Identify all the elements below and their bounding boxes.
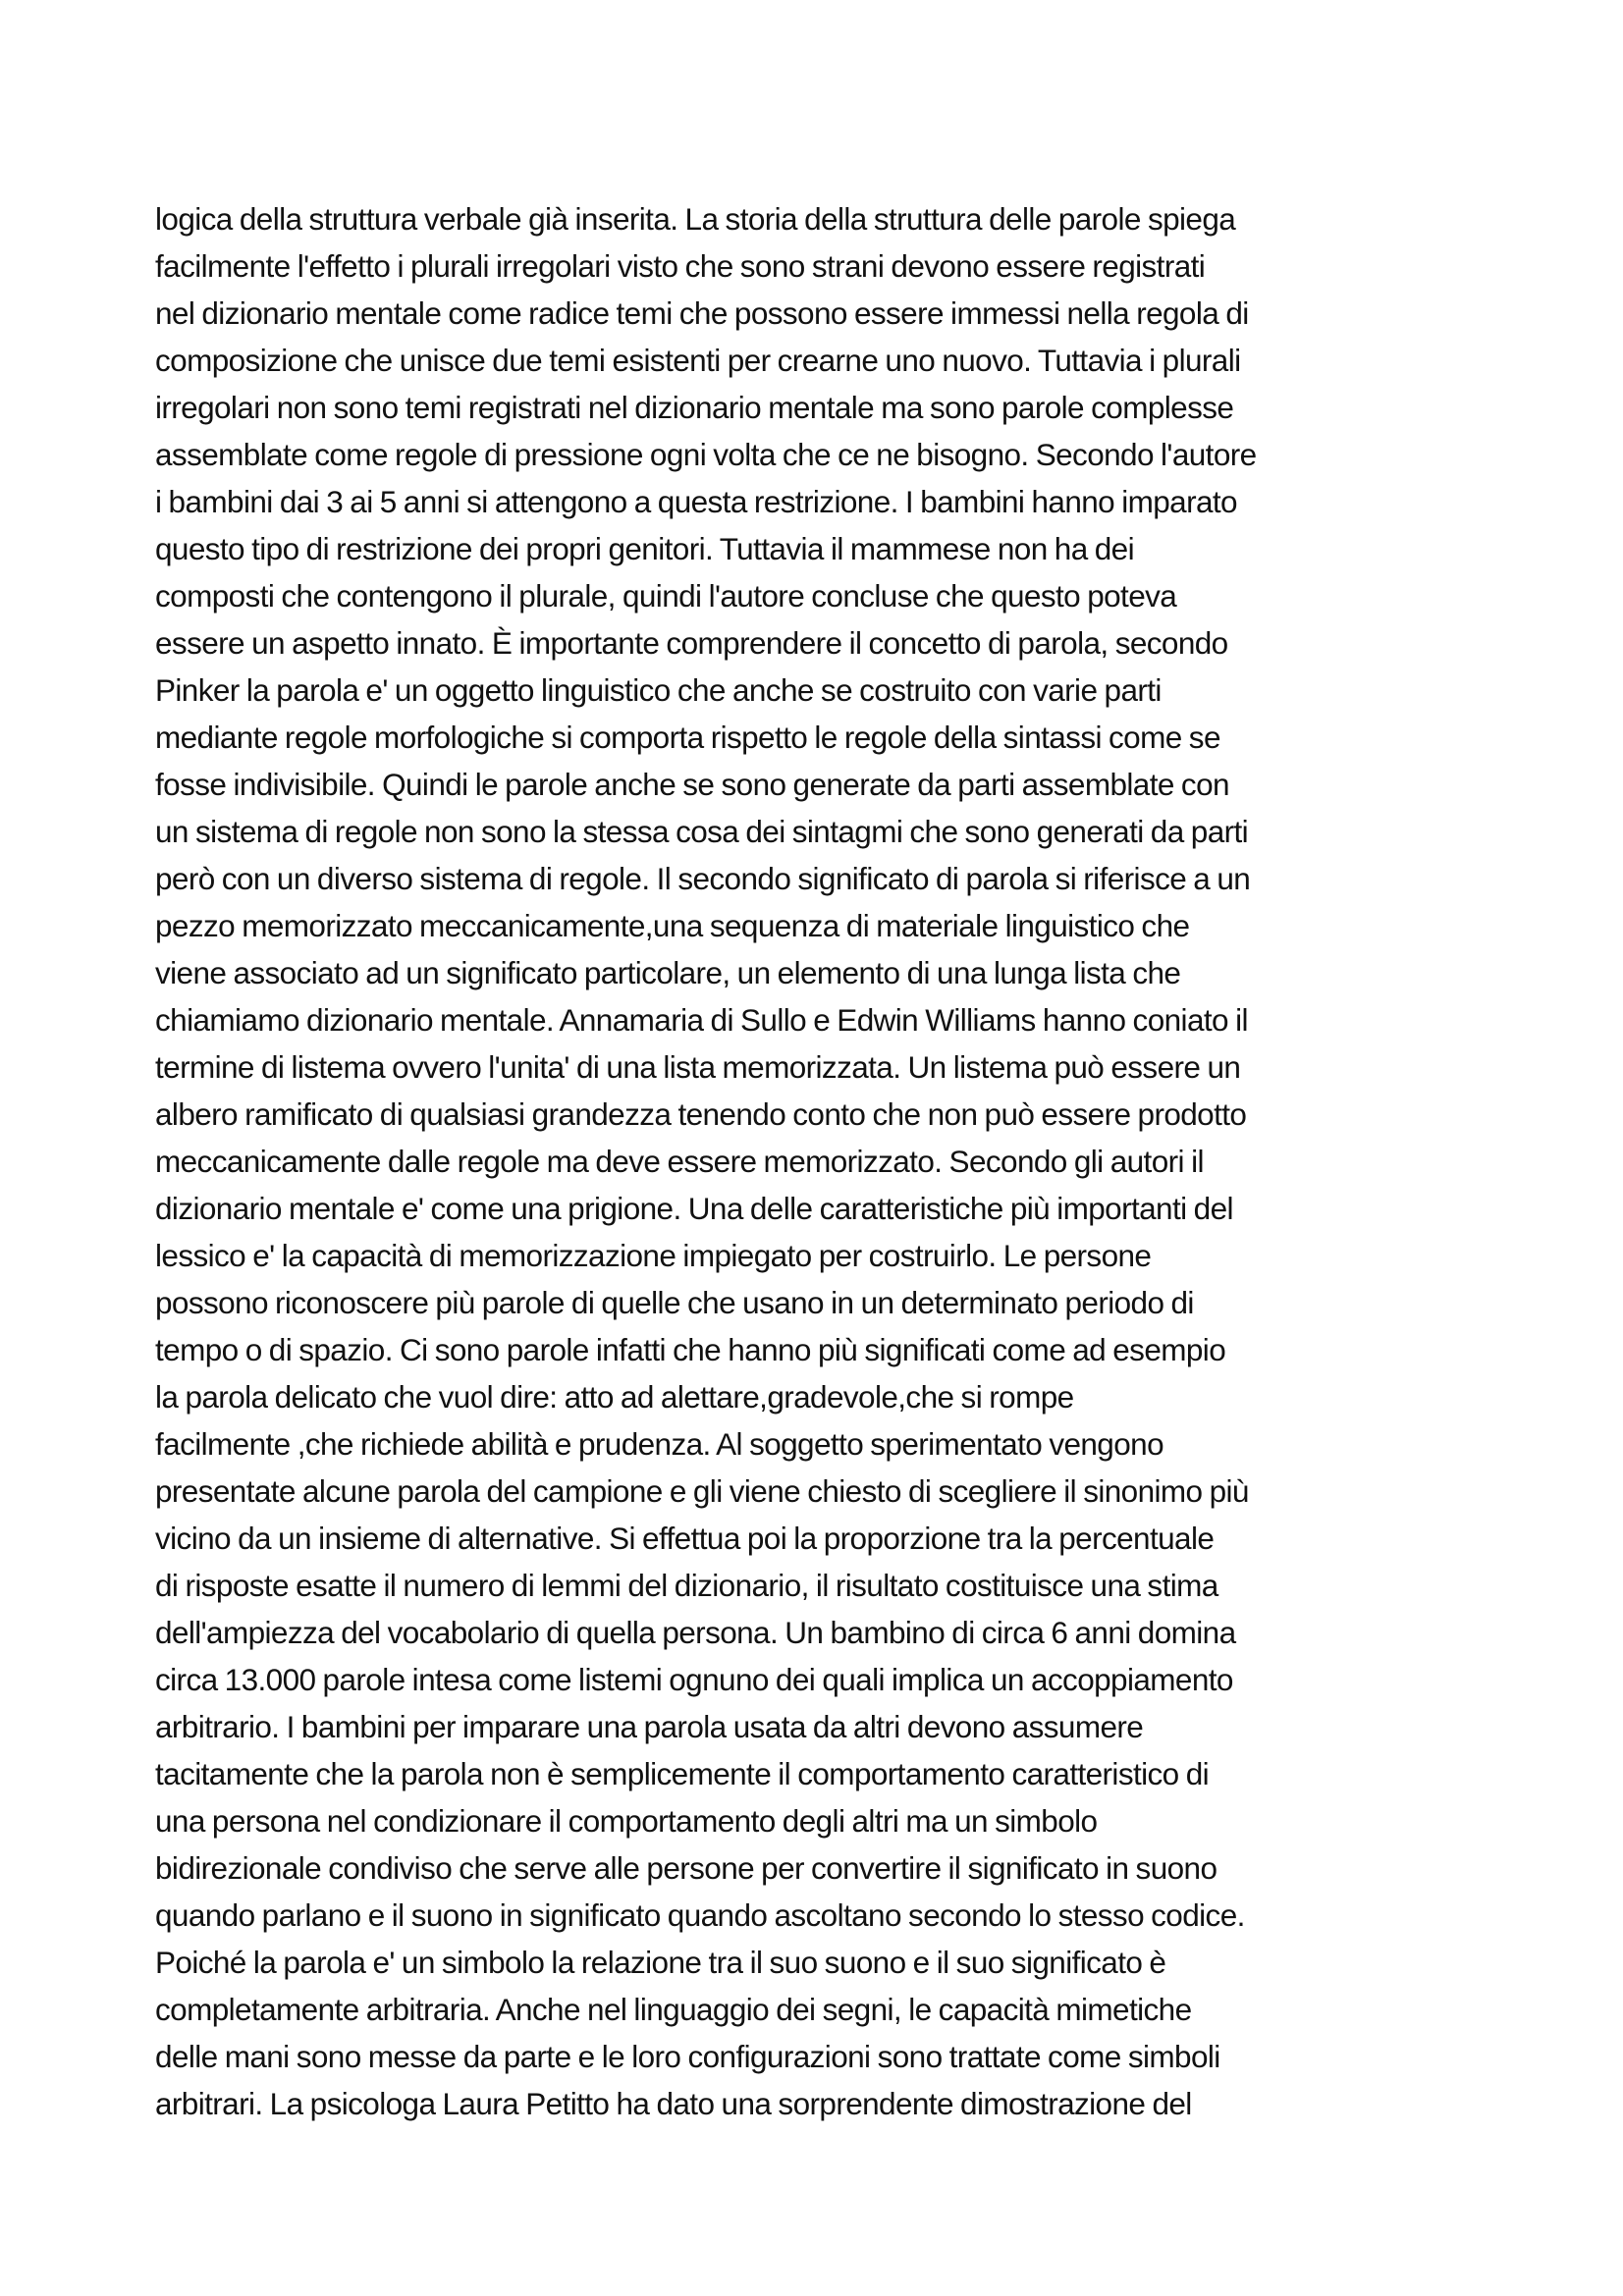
text-line: dell'ampiezza del vocabolario di quella persona. Un bambino di circa 6 anni domina	[155, 1615, 1236, 1650]
text-line: vicino da un insieme di alternative. Si effettua poi la proporzione tra la percentuale	[155, 1521, 1215, 1556]
text-line: irregolari non sono temi registrati nel dizionario mentale ma sono parole complesse	[155, 390, 1234, 425]
text-line: dizionario mentale e' come una prigione. Una delle caratteristiche più importanti del	[155, 1191, 1233, 1226]
text-line: presentate alcune parola del campione e gli viene chiesto di scegliere il sinonimo più	[155, 1473, 1249, 1509]
text-line: i bambini dai 3 ai 5 anni si attengono a questa restrizione. I bambini hanno imparato	[155, 484, 1237, 519]
text-line: meccanicamente dalle regole ma deve essere memorizzato. Secondo gli autori il	[155, 1144, 1204, 1179]
text-line: possono riconoscere più parole di quelle che usano in un determinato periodo di	[155, 1285, 1194, 1320]
text-line: chiamiamo dizionario mentale. Annamaria di Sullo e Edwin Williams hanno coniato il	[155, 1002, 1248, 1038]
text-line: facilmente ,che richiede abilità e prudenza. Al soggetto sperimentato vengono	[155, 1426, 1163, 1462]
body-text	[155, 195, 1490, 2127]
text-line: viene associato ad un significato particolare, un elemento di una lunga lista che	[155, 955, 1181, 990]
text-line: arbitrario. I bambini per imparare una parola usata da altri devono assumere	[155, 1709, 1144, 1744]
text-line: composizione che unisce due temi esistenti per crearne uno nuovo. Tuttavia i plurali	[155, 343, 1241, 378]
text-line: lessico e' la capacità di memorizzazione impiegato per costruirlo. Le persone	[155, 1238, 1152, 1273]
text-line: assemblate come regole di pressione ogni volta che ce ne bisogno. Secondo l'autore	[155, 437, 1257, 472]
text-line: mediante regole morfologiche si comporta rispetto le regole della sintassi come se	[155, 720, 1220, 755]
text-line: di risposte esatte il numero di lemmi del dizionario, il risultato costituisce una stima	[155, 1568, 1218, 1603]
text-line: circa 13.000 parole intesa come listemi ognuno dei quali implica un accoppiamento	[155, 1662, 1233, 1697]
text-line: pezzo memorizzato meccanicamente,una sequenza di materiale linguistico che	[155, 908, 1190, 943]
text-line: tempo o di spazio. Ci sono parole infatti che hanno più significati come ad esempio	[155, 1332, 1226, 1367]
text-line: questo tipo di restrizione dei propri genitori. Tuttavia il mammese non ha dei	[155, 531, 1135, 566]
text-line: Pinker la parola e' un oggetto linguistico che anche se costruito con varie parti	[155, 672, 1162, 708]
text-line: completamente arbitraria. Anche nel linguaggio dei segni, le capacità mimetiche	[155, 1992, 1192, 2027]
text-line: essere un aspetto innato. È importante comprendere il concetto di parola, secondo	[155, 625, 1228, 661]
text-line: un sistema di regole non sono la stessa cosa dei sintagmi che sono generati da parti	[155, 814, 1249, 849]
text-line: quando parlano e il suono in significato quando ascoltano secondo lo stesso codice.	[155, 1897, 1245, 1933]
text-line: la parola delicato che vuol dire: atto ad alettare,gradevole,che si rompe	[155, 1379, 1074, 1415]
text-line: albero ramificato di qualsiasi grandezza tenendo conto che non può essere prodotto	[155, 1096, 1247, 1132]
text-line: tacitamente che la parola non è semplicemente il comportamento caratteristico di	[155, 1756, 1210, 1791]
text-line: una persona nel condizionare il comportamento degli altri ma un simbolo	[155, 1803, 1098, 1839]
text-line: Poiché la parola e' un simbolo la relazione tra il suo suono e il suo significato è	[155, 1945, 1166, 1980]
text-line: fosse indivisibile. Quindi le parole anche se sono generate da parti assemblate con	[155, 767, 1229, 802]
text-line: arbitrari. La psicologa Laura Petitto ha dato una sorprendente dimostrazione del	[155, 2086, 1192, 2121]
text-line: facilmente l'effetto i plurali irregolari visto che sono strani devono essere registrati	[155, 248, 1206, 284]
text-line: termine di listema ovvero l'unita' di una lista memorizzata. Un listema può essere un	[155, 1049, 1241, 1085]
text-line: composti che contengono il plurale, quindi l'autore concluse che questo poteva	[155, 578, 1177, 614]
text-line: però con un diverso sistema di regole. Il secondo significato di parola si riferisce a un	[155, 861, 1251, 896]
text-line: nel dizionario mentale come radice temi che possono essere immessi nella regola di	[155, 295, 1249, 331]
text-line: bidirezionale condiviso che serve alle persone per convertire il significato in suono	[155, 1850, 1217, 1886]
text-line: logica della struttura verbale già inserita. La storia della struttura delle parole spiega	[155, 201, 1236, 237]
text-line: delle mani sono messe da parte e le loro configurazioni sono trattate come simboli	[155, 2039, 1220, 2074]
